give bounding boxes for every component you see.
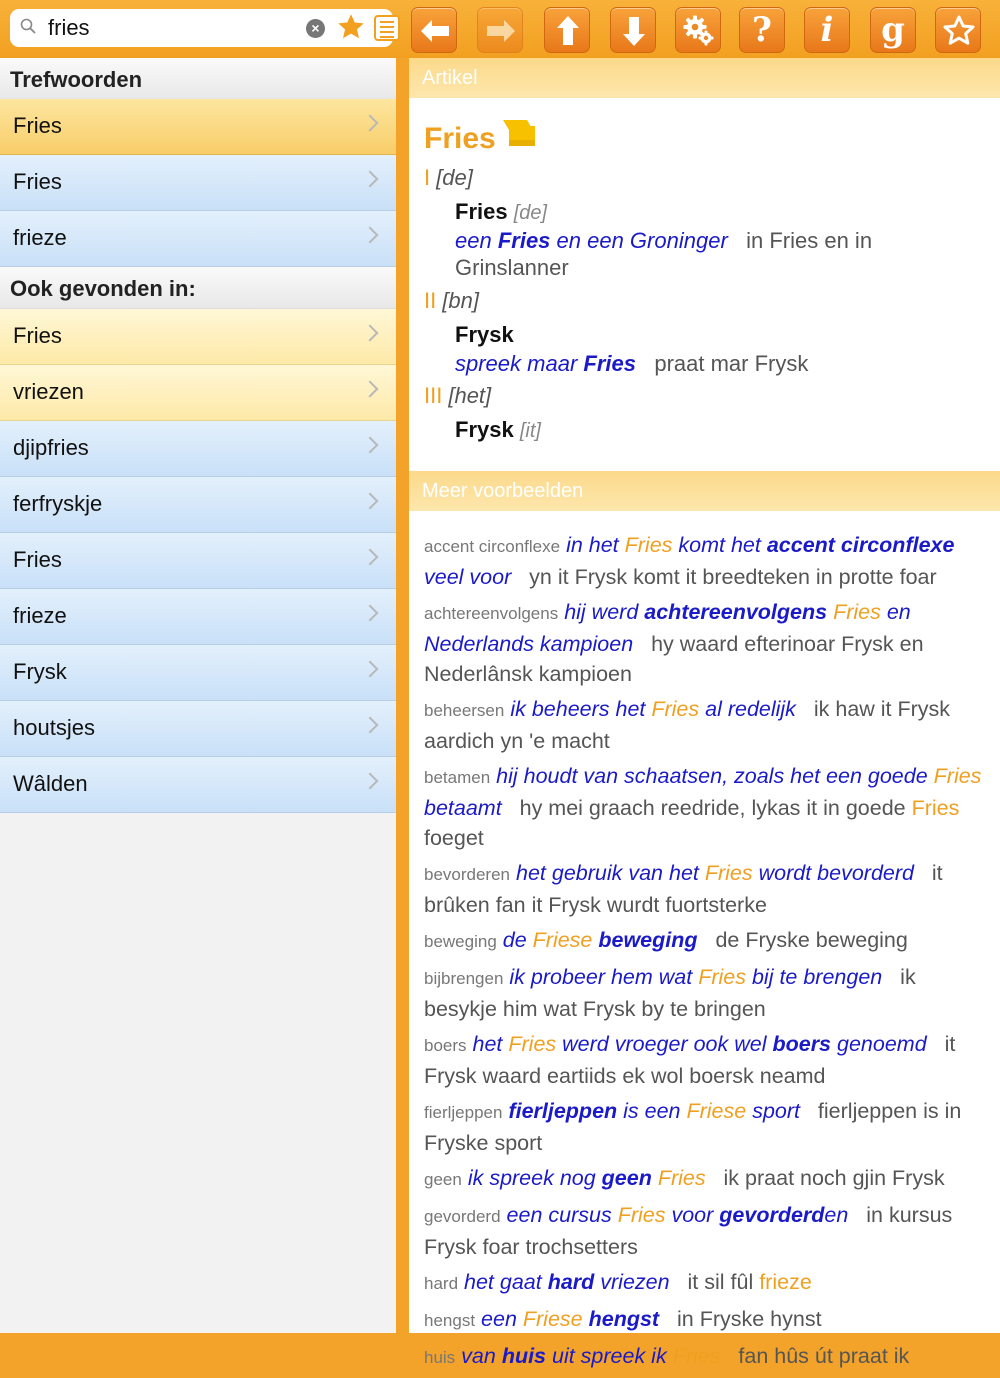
chevron-right-icon [362, 437, 379, 454]
example-lemma: achtereenvolgens [424, 604, 559, 623]
result-label: vriezen [13, 379, 84, 404]
result-row[interactable] [0, 99, 396, 155]
sense-2-headword: Frysk [455, 322, 514, 347]
example-frisian: it brûken fan it Frysk wurdt fuortsterke [424, 861, 943, 917]
chevron-right-icon [362, 171, 379, 188]
result-label: Fries [13, 323, 62, 348]
example-frisian: fan hûs út praat ik [738, 1344, 910, 1368]
article-title: Fries [424, 122, 496, 155]
more-examples-bar: Meer voorbeelden [409, 471, 1000, 511]
sense-1-headword: Fries [de] [455, 199, 548, 224]
example-frisian: fierljeppen is in Fryske sport [424, 1099, 962, 1155]
result-label: djipfries [13, 435, 89, 460]
chevron-right-icon [362, 325, 379, 342]
example-dutch: het gaat hard vriezen [464, 1270, 670, 1294]
example-dutch: het gebruik van het Fries wordt bevorderd [516, 861, 914, 885]
result-row[interactable] [0, 421, 396, 477]
example-dutch: hij werd achtereenvolgens Fries en Nederlands kampioen [424, 600, 911, 656]
example-dutch: de Friese beweging [502, 928, 698, 952]
example-frisian: hy mei graach reedride, lykas it in goede Fries foeget [424, 796, 960, 850]
example-lemma: hard [424, 1274, 459, 1293]
chevron-right-icon [362, 227, 379, 244]
result-label: ferfryskje [13, 491, 103, 516]
result-label: frieze [13, 603, 67, 628]
add-favorite-button[interactable] [935, 7, 981, 53]
example-dutch: het Fries werd vroeger ook wel boers genoemd [472, 1032, 927, 1056]
favorites-star-icon[interactable] [336, 12, 366, 42]
example-lemma: huis [424, 1348, 456, 1367]
example-lemma: beheersen [424, 701, 505, 720]
chevron-right-icon [362, 661, 379, 678]
next-entry-button[interactable] [610, 7, 656, 53]
chevron-right-icon [362, 605, 379, 622]
sense-3-headword: Frysk [it] [455, 417, 541, 442]
search-input[interactable] [48, 13, 298, 43]
example-entry[interactable] [424, 1200, 989, 1262]
example-entry[interactable] [424, 925, 989, 957]
example-entry[interactable] [424, 761, 989, 853]
info-button[interactable] [804, 7, 850, 53]
chevron-right-icon [362, 773, 379, 790]
forward-arrow-icon [484, 14, 518, 48]
toolbar [0, 0, 1000, 58]
example-entry[interactable] [424, 1304, 989, 1336]
example-entry[interactable] [424, 1096, 989, 1158]
star-outline-icon [942, 14, 976, 48]
gears-icon [682, 14, 716, 48]
example-lemma: accent circonflexe [424, 537, 561, 556]
example-dutch: ik beheers het Fries al redelijk [510, 697, 796, 721]
example-lemma: hengst [424, 1311, 476, 1330]
chevron-right-icon [362, 115, 379, 132]
back-arrow-icon [418, 14, 452, 48]
result-row[interactable] [0, 757, 396, 813]
clear-search-icon[interactable]: × [306, 19, 325, 38]
example-lemma: boers [424, 1036, 467, 1055]
result-label: Fries [13, 113, 62, 138]
example-dutch: een Friese hengst [481, 1307, 660, 1331]
example-lemma: bijbrengen [424, 969, 504, 988]
example-dutch: ik spreek nog geen Fries [467, 1166, 706, 1190]
example-entry[interactable] [424, 1341, 989, 1373]
search-icon [20, 18, 36, 34]
chevron-right-icon [362, 493, 379, 510]
example-dutch: hij houdt van schaatsen, zoals het een goede Fries betaamt [424, 764, 982, 820]
sense-2-example: spreek maar Fries praat mar Frysk [455, 351, 809, 376]
example-frisian: in Fryske hynst [677, 1307, 822, 1331]
back-button[interactable] [411, 7, 457, 53]
help-icon: ? [752, 10, 772, 50]
chevron-right-icon [362, 381, 379, 398]
example-entry[interactable] [424, 1267, 989, 1299]
example-frisian: yn it Frysk komt it breedteken in protte foar [529, 565, 937, 589]
example-frisian: ik praat noch gjin Frysk [723, 1166, 945, 1190]
result-row[interactable] [0, 477, 396, 533]
example-dutch: van huis uit spreek ik Fries [461, 1344, 721, 1368]
results-pane [0, 0, 396, 1333]
frisian-flag-icon [501, 116, 537, 148]
result-row[interactable] [0, 645, 396, 701]
result-label: Frysk [13, 659, 67, 684]
result-row[interactable] [0, 309, 396, 365]
chevron-right-icon [362, 717, 379, 734]
previous-entry-button[interactable] [544, 7, 590, 53]
settings-button[interactable] [675, 7, 721, 53]
example-entry[interactable] [424, 597, 989, 689]
example-lemma: betamen [424, 768, 491, 787]
result-row[interactable] [0, 533, 396, 589]
result-label: frieze [13, 225, 67, 250]
example-dutch: in het Fries komt het accent circonflexe veel voor [424, 533, 955, 589]
also-found-section-title: Ook gevonden in: [0, 267, 396, 309]
example-frisian: in kursus Frysk foar trochsetters [424, 1203, 953, 1259]
result-row[interactable] [0, 211, 396, 267]
example-frisian: it Frysk waard eartiids ek wol boersk neamd [424, 1032, 956, 1088]
example-frisian: it sil fûl frieze [687, 1270, 812, 1294]
example-frisian: ik haw it Frysk aardich yn 'e macht [424, 697, 951, 753]
example-lemma: bevorderen [424, 865, 511, 884]
sense-2-header: II [bn] [424, 288, 479, 313]
result-label: Wâlden [13, 771, 88, 796]
result-label: houtsjes [13, 715, 95, 740]
chevron-right-icon [362, 549, 379, 566]
example-lemma: geen [424, 1170, 462, 1189]
example-entry[interactable] [424, 1163, 989, 1195]
example-dutch: fierljeppen is een Friese sport [508, 1099, 800, 1123]
headwords-section-title: Trefwoorden [0, 58, 396, 100]
example-dutch: een cursus Fries voor gevorderden [506, 1203, 849, 1227]
result-label: Fries [13, 169, 62, 194]
example-lemma: fierljeppen [424, 1103, 503, 1122]
example-entry[interactable] [424, 1029, 989, 1091]
help-button[interactable] [739, 7, 785, 53]
example-dutch: ik probeer hem wat Fries bij te brengen [509, 965, 883, 989]
result-label: Fries [13, 547, 62, 572]
example-entry[interactable] [424, 962, 989, 1024]
down-arrow-icon [617, 14, 651, 48]
up-arrow-icon [551, 14, 585, 48]
example-frisian: ik besykje him wat Frysk by te bringen [424, 965, 916, 1021]
info-icon: i [820, 10, 834, 50]
result-row[interactable] [0, 589, 396, 645]
sense-1-example: een Fries en een Groninger in Fries en in Grinslanner [455, 228, 873, 280]
example-lemma: gevorderd [424, 1207, 501, 1226]
search-bar [10, 9, 393, 47]
list-view-icon[interactable] [374, 15, 400, 41]
example-frisian: de Fryske beweging [715, 928, 908, 952]
example-entry[interactable] [424, 530, 989, 592]
result-row[interactable] [0, 365, 396, 421]
sense-1-header: I [de] [424, 165, 473, 190]
example-entry[interactable] [424, 694, 989, 756]
example-frisian: hy waard efterinoar Frysk en Nederlânsk kampioen [424, 632, 924, 686]
google-search-button[interactable] [870, 7, 916, 53]
example-lemma: beweging [424, 932, 497, 951]
result-row[interactable] [0, 155, 396, 211]
forward-button[interactable] [477, 7, 523, 53]
example-entry[interactable] [424, 858, 989, 920]
article-pane [409, 58, 1000, 1368]
article-bar: Artikel [409, 58, 1000, 98]
examples-list [424, 530, 989, 1378]
result-row[interactable] [0, 701, 396, 757]
google-icon: g [881, 10, 905, 50]
sense-3-header: III [het] [424, 383, 492, 408]
